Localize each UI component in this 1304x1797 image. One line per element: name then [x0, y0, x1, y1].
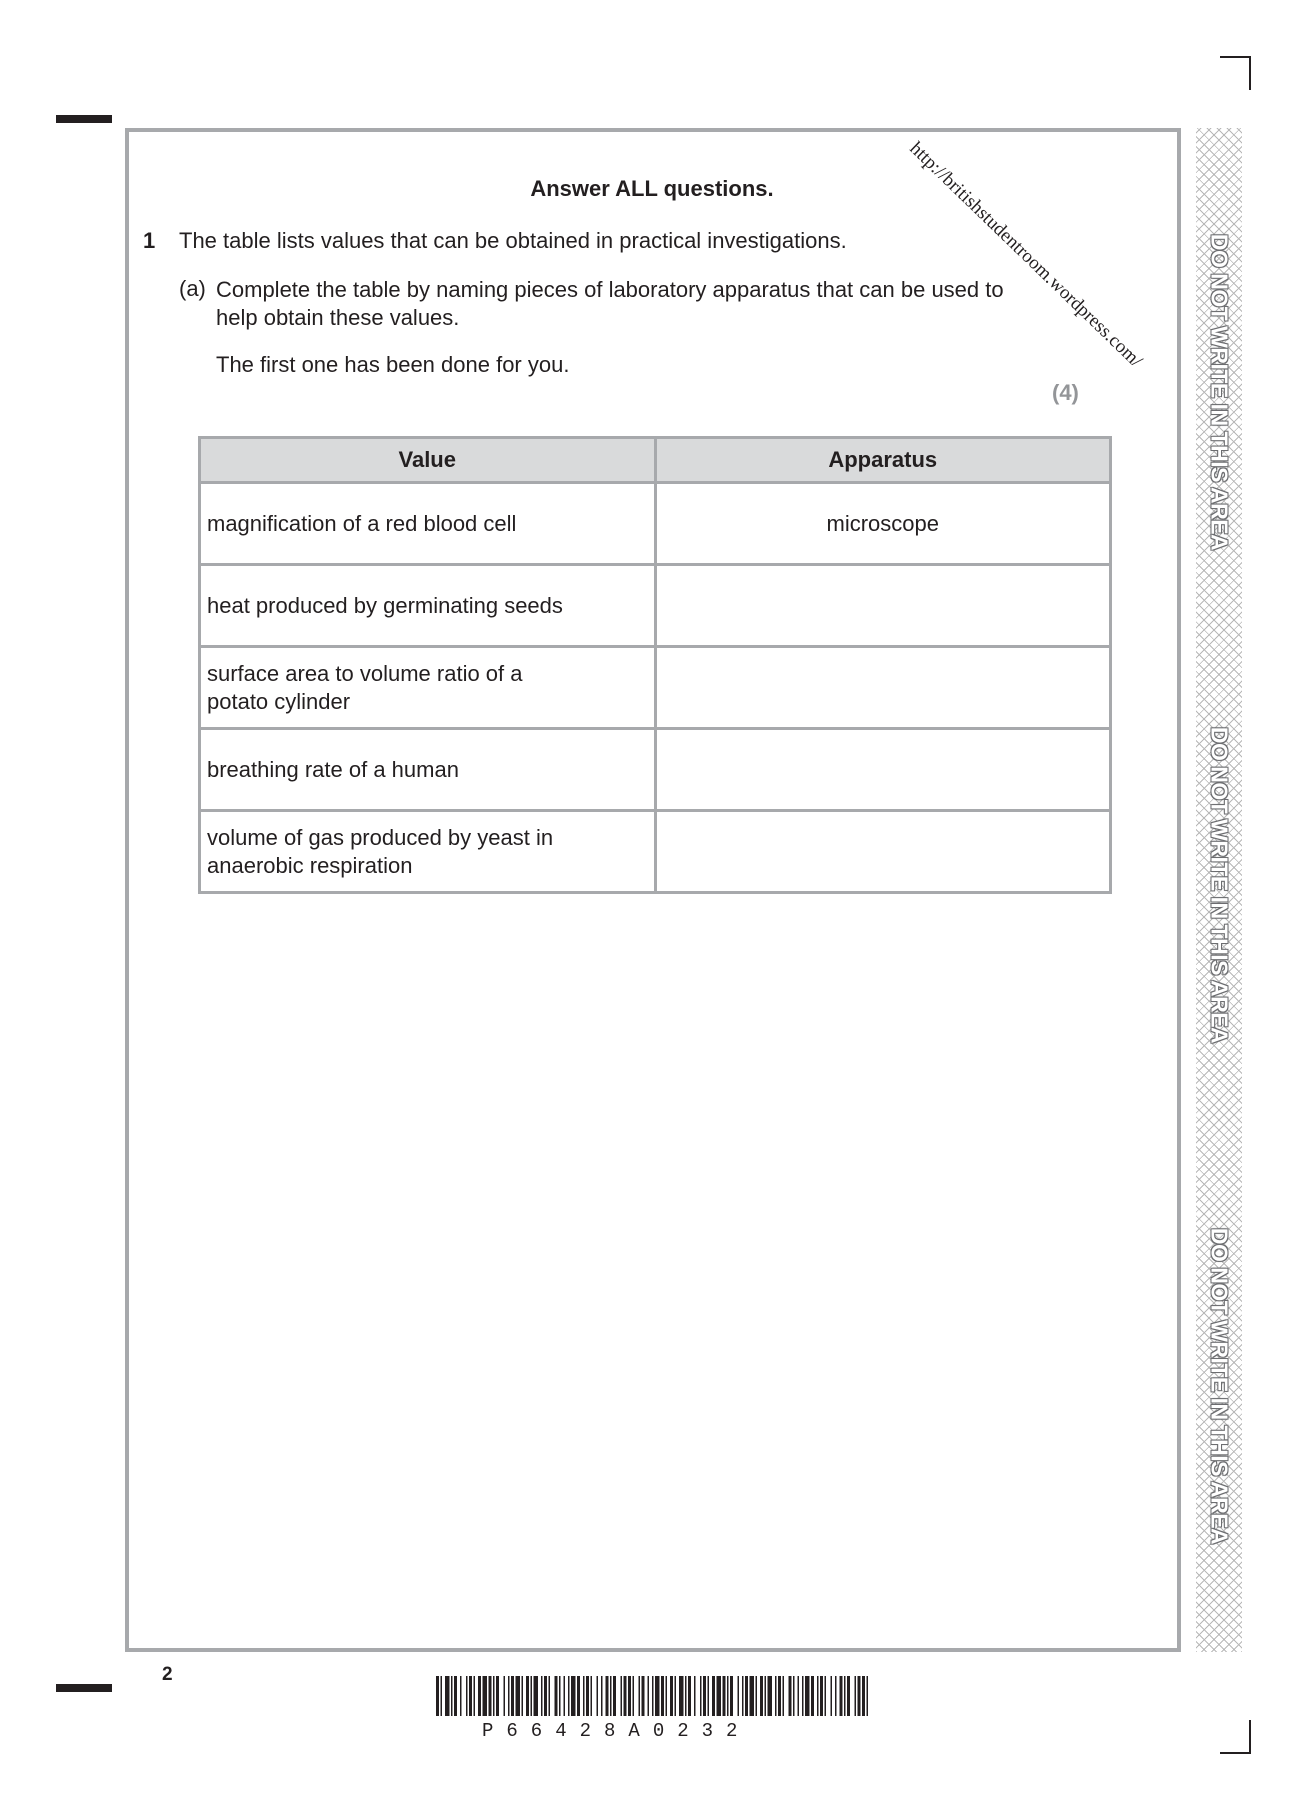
barcode-bar — [445, 1676, 450, 1716]
margin-warning-top: DO NOT WRITE IN THIS AREA — [1206, 233, 1233, 551]
barcode-bar — [820, 1676, 823, 1716]
barcode-bar — [765, 1676, 767, 1716]
barcode-text: P66428A0232 — [482, 1720, 751, 1742]
page-number: 2 — [162, 1664, 173, 1685]
apparatus-answer-cell[interactable] — [655, 729, 1111, 811]
barcode-bar — [460, 1676, 462, 1716]
barcode-bar — [474, 1676, 476, 1716]
barcode-bar — [534, 1676, 539, 1716]
registration-bar-bottom — [56, 1684, 112, 1692]
barcode-bar — [694, 1676, 696, 1716]
barcode-bar — [613, 1676, 616, 1716]
barcode-bar — [522, 1676, 524, 1716]
barcode-bar — [775, 1676, 777, 1716]
barcode-bar — [642, 1676, 645, 1716]
barcode-bar — [597, 1676, 599, 1716]
barcode-bar — [549, 1676, 551, 1716]
barcode-bar — [855, 1676, 857, 1716]
value-cell: surface area to volume ratio of a potato cylinder — [200, 647, 656, 729]
barcode-bar — [568, 1676, 570, 1716]
value-cell: magnification of a red blood cell — [200, 483, 656, 565]
barcode-bar — [867, 1676, 869, 1716]
value-cell: breathing rate of a human — [200, 729, 656, 811]
barcode-bar — [496, 1676, 499, 1716]
barcode-bar — [601, 1676, 603, 1716]
barcode-bar — [783, 1676, 785, 1716]
watermark-url: http://britishstudentroom.wordpress.com/ — [905, 138, 1147, 372]
margin-warning-bottom: DO NOT WRITE IN THIS AREA — [1206, 1227, 1233, 1545]
barcode-bar — [858, 1676, 861, 1716]
barcode-bar — [717, 1676, 722, 1716]
part-instruction: Complete the table by naming pieces of laboratory apparatus that can be used to help obtain these values. — [216, 277, 1004, 330]
barcode-bar — [862, 1676, 865, 1716]
barcode-bar — [789, 1676, 792, 1716]
barcode-bar — [835, 1676, 837, 1716]
barcode — [436, 1676, 872, 1716]
barcode-bar — [750, 1676, 755, 1716]
barcode-bar — [469, 1676, 472, 1716]
barcode-bar — [483, 1676, 488, 1716]
crop-mark-bottom-right — [1220, 1720, 1252, 1754]
barcode-bar — [541, 1676, 543, 1716]
example-note: The first one has been done for you. — [216, 352, 570, 377]
barcode-bar — [670, 1676, 673, 1716]
barcode-bar — [571, 1676, 576, 1716]
barcode-bar — [621, 1676, 623, 1716]
barcode-bar — [760, 1676, 763, 1716]
table-row — [200, 483, 1111, 565]
barcode-bar — [628, 1676, 631, 1716]
margin-warning-middle: DO NOT WRITE IN THIS AREA — [1206, 726, 1233, 1044]
barcode-bar — [516, 1676, 521, 1716]
barcode-bar — [688, 1676, 691, 1716]
barcode-bar — [606, 1676, 609, 1716]
barcode-bar — [798, 1676, 800, 1716]
barcode-bar — [679, 1676, 684, 1716]
barcode-bar — [648, 1676, 650, 1716]
barcode-bar — [544, 1676, 547, 1716]
barcode-bar — [675, 1676, 677, 1716]
barcode-bar — [723, 1676, 726, 1716]
barcode-bar — [831, 1676, 833, 1716]
barcode-bar — [508, 1676, 510, 1716]
question-number: 1 — [143, 228, 156, 253]
apparatus-cell: microscope — [655, 483, 1111, 565]
barcode-bar — [793, 1676, 795, 1716]
header-apparatus: Apparatus — [655, 438, 1111, 483]
barcode-bar — [700, 1676, 702, 1716]
apparatus-table — [198, 436, 1112, 894]
registration-bar-top — [56, 115, 112, 123]
barcode-bar — [661, 1676, 664, 1716]
barcode-bar — [703, 1676, 706, 1716]
table-row — [200, 729, 1111, 811]
barcode-bar — [727, 1676, 729, 1716]
barcode-bar — [493, 1676, 495, 1716]
barcode-bar — [805, 1676, 810, 1716]
barcode-bar — [451, 1676, 453, 1716]
barcode-bar — [511, 1676, 514, 1716]
barcode-bar — [738, 1676, 740, 1716]
barcode-bar — [436, 1676, 439, 1716]
table-header-row — [200, 438, 1111, 483]
barcode-bar — [825, 1676, 827, 1716]
barcode-bar — [489, 1676, 492, 1716]
barcode-bar — [583, 1676, 585, 1716]
barcode-bar — [847, 1676, 850, 1716]
apparatus-answer-cell[interactable] — [655, 647, 1111, 729]
apparatus-answer-cell[interactable] — [655, 565, 1111, 647]
crop-mark-top-right — [1220, 56, 1252, 90]
page-heading: Answer ALL questions. — [530, 176, 774, 201]
barcode-bar — [685, 1676, 687, 1716]
barcode-bar — [666, 1676, 668, 1716]
barcode-bar — [591, 1676, 593, 1716]
barcode-bar — [454, 1676, 457, 1716]
barcode-bar — [730, 1676, 733, 1716]
barcode-bar — [577, 1676, 580, 1716]
barcode-bar — [504, 1676, 506, 1716]
barcode-bar — [466, 1676, 468, 1716]
barcode-bar — [555, 1676, 558, 1716]
marks-indicator: (4) — [1052, 380, 1079, 405]
barcode-bar — [586, 1676, 589, 1716]
question-text: The table lists values that can be obtained in practical investigations. — [179, 228, 847, 253]
table-row — [200, 565, 1111, 647]
barcode-bar — [610, 1676, 612, 1716]
barcode-bar — [652, 1676, 654, 1716]
part-label: (a) — [179, 276, 206, 301]
barcode-bar — [840, 1676, 843, 1716]
barcode-bar — [756, 1676, 758, 1716]
barcode-bar — [639, 1676, 641, 1716]
barcode-bar — [811, 1676, 814, 1716]
barcode-bar — [526, 1676, 529, 1716]
barcode-bar — [802, 1676, 804, 1716]
header-value: Value — [200, 438, 656, 483]
table-row — [200, 811, 1111, 893]
barcode-bar — [559, 1676, 561, 1716]
barcode-bar — [844, 1676, 846, 1716]
value-cell: heat produced by germinating seeds — [200, 565, 656, 647]
barcode-bar — [624, 1676, 627, 1716]
barcode-bar — [531, 1676, 533, 1716]
barcode-bar — [441, 1676, 443, 1716]
value-cell: volume of gas produced by yeast in anaerobic respiration — [200, 811, 656, 893]
barcode-bar — [712, 1676, 715, 1716]
barcode-bar — [708, 1676, 710, 1716]
barcode-bar — [768, 1676, 773, 1716]
apparatus-answer-cell[interactable] — [655, 811, 1111, 893]
barcode-bar — [778, 1676, 781, 1716]
barcode-bar — [742, 1676, 744, 1716]
barcode-bar — [817, 1676, 819, 1716]
table-row — [200, 647, 1111, 729]
barcode-bar — [745, 1676, 748, 1716]
barcode-bar — [564, 1676, 566, 1716]
barcode-bar — [633, 1676, 635, 1716]
barcode-bar — [655, 1676, 660, 1716]
barcode-bar — [478, 1676, 481, 1716]
